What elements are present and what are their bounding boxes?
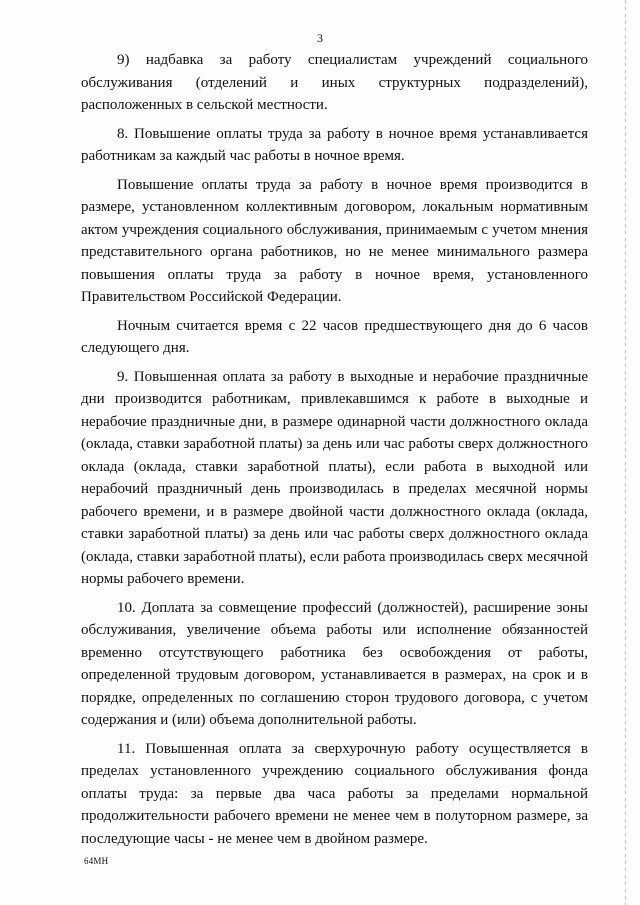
- paragraph-11-overtime-pay: 11. Повышенная оплата за сверхурочную работу осуществляется в пределах установленного учреждению социального обслуживания фонда оплаты труда: за первые два часа работы за пределами нормальной продолжительности рабочего времени не менее чем в полуторном размере, за последующие часы - не менее чем в двойном размере.: [81, 740, 588, 847]
- paragraph-item-9-rural: 9) надбавка за работу специалистам учреждений социального обслуживания (отделений и иных структурных подразделений), расположенных в сельской местности.: [81, 52, 588, 113]
- paragraph-night-time-definition: Ночным считается время с 22 часов предшествующего дня до 6 часов следующего дня.: [81, 317, 588, 356]
- document-body: [81, 49, 588, 856]
- page-edge-line: [625, 0, 626, 905]
- paragraph-8-night-pay: 8. Повышение оплаты труда за работу в ночное время устанавливается работникам за каждый час работы в ночное время.: [81, 125, 588, 164]
- paragraph-night-pay-amount: Повышение оплаты труда за работу в ночное время производится в размере, установленном коллективным договором, локальным нормативным актом учреждения социального обслуживания, принимаемым с учетом мнения представительного органа работников, но не менее минимального размера повышения оплаты труда за работу в ночное время, установленного Правительством Российской Федерации.: [81, 176, 588, 305]
- page-number: 3: [317, 31, 323, 45]
- footer-document-code: 64МН: [84, 856, 109, 866]
- paragraph-10-combination-pay: 10. Доплата за совмещение профессий (должностей), расширение зоны обслуживания, увеличение объема работы или исполнение обязанностей временно отсутствующего работника без освобождения от работы, определенной трудовым договором, устанавливается в размерах, на срок и в порядке, определенных по соглашению сторон трудового договора, с учетом содержания и (или) объема дополнительной работы.: [81, 599, 588, 728]
- paragraph-9-holiday-pay: 9. Повышенная оплата за работу в выходные и нерабочие праздничные дни производится работникам, привлекавшимся к работе в выходные и нерабочие праздничные дни, в размере одинарной части должностного оклада (оклада, ставки заработной платы) за день или час работы сверх должностного оклада (оклада, ставки заработной платы), если работа в выходной или нерабочий праздничный день производилась в пределах месячной нормы рабочего времени, и в размере двойной части должностного оклада (оклада, ставки заработной платы) за день или час работы сверх должностного оклада (оклада, ставки заработной платы), если работа производилась сверх месячной нормы рабочего времени.: [81, 368, 588, 587]
